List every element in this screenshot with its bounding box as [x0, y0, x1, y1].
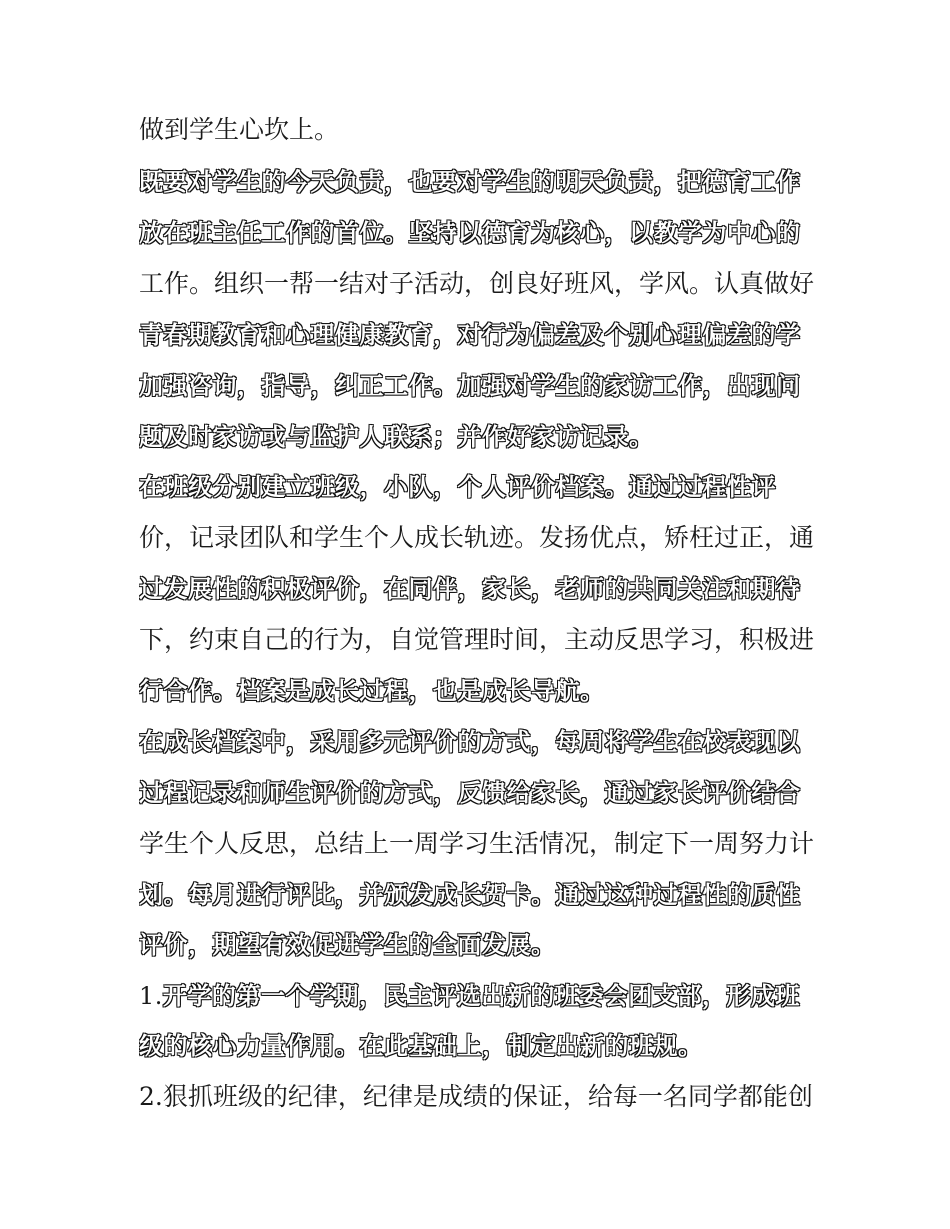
text-line-6: 加强咨询，指导，纠正工作。加强对学生的家访工作，出现问 [139, 372, 801, 400]
text-line-15: 学生个人反思，总结上一周学习生活情况，制定下一周努力计 [139, 829, 815, 858]
text-line-18-body: 开学的第一个学期，民主评选出新的班委会团支部，形成班 [162, 982, 800, 1010]
list-number-1: 1. [139, 982, 163, 1010]
text-line-14: 过程记录和师生评价的方式，反馈给家长，通过家长评价结合 [139, 779, 801, 807]
text-line-9: 价，记录团队和学生个人成长轨迹。发扬优点，矫枉过正，通 [139, 523, 815, 552]
text-line-3: 放在班主任工作的首位。坚持以德育为核心，以教学为中心的 [139, 219, 801, 247]
text-line-20: 2.狠抓班级的纪律，纪律是成绩的保证，给每一名同学都能创 [139, 1082, 813, 1111]
text-line-11: 下，约束自己的行为，自觉管理时间，主动反思学习，积极进 [139, 625, 815, 654]
text-line-1: 做到学生心坎上。 [139, 115, 340, 144]
text-line-19: 级的核心力量作用。在此基础上，制定出新的班规。 [139, 1032, 703, 1060]
text-line-8: 在班级分别建立班级，小队，个人评价档案。通过过程性评 [139, 473, 776, 501]
text-line-13: 在成长档案中，采用多元评价的方式，每周将学生在校表现以 [139, 728, 801, 756]
text-line-17: 评价，期望有效促进学生的全面发展。 [139, 931, 556, 959]
text-line-12: 行合作。档案是成长过程，也是成长导航。 [139, 677, 605, 705]
text-line-10: 过发展性的积极评价，在同伴，家长，老师的共同关注和期待 [139, 575, 801, 603]
text-line-16: 划。每月进行评比，并颁发成长贺卡。通过这种过程性的质性 [139, 881, 801, 909]
text-line-5: 青春期教育和心理健康教育，对行为偏差及个别心理偏差的学 [139, 321, 801, 349]
text-line-2: 既要对学生的今天负责，也要对学生的明天负责，把德育工作 [139, 168, 801, 196]
text-line-18 [139, 976, 819, 1016]
text-line-4: 工作。组织一帮一结对子活动，创良好班风，学风。认真做好 [139, 269, 815, 298]
text-line-7: 题及时家访或与监护人联系；并作好家访记录。 [139, 423, 654, 451]
